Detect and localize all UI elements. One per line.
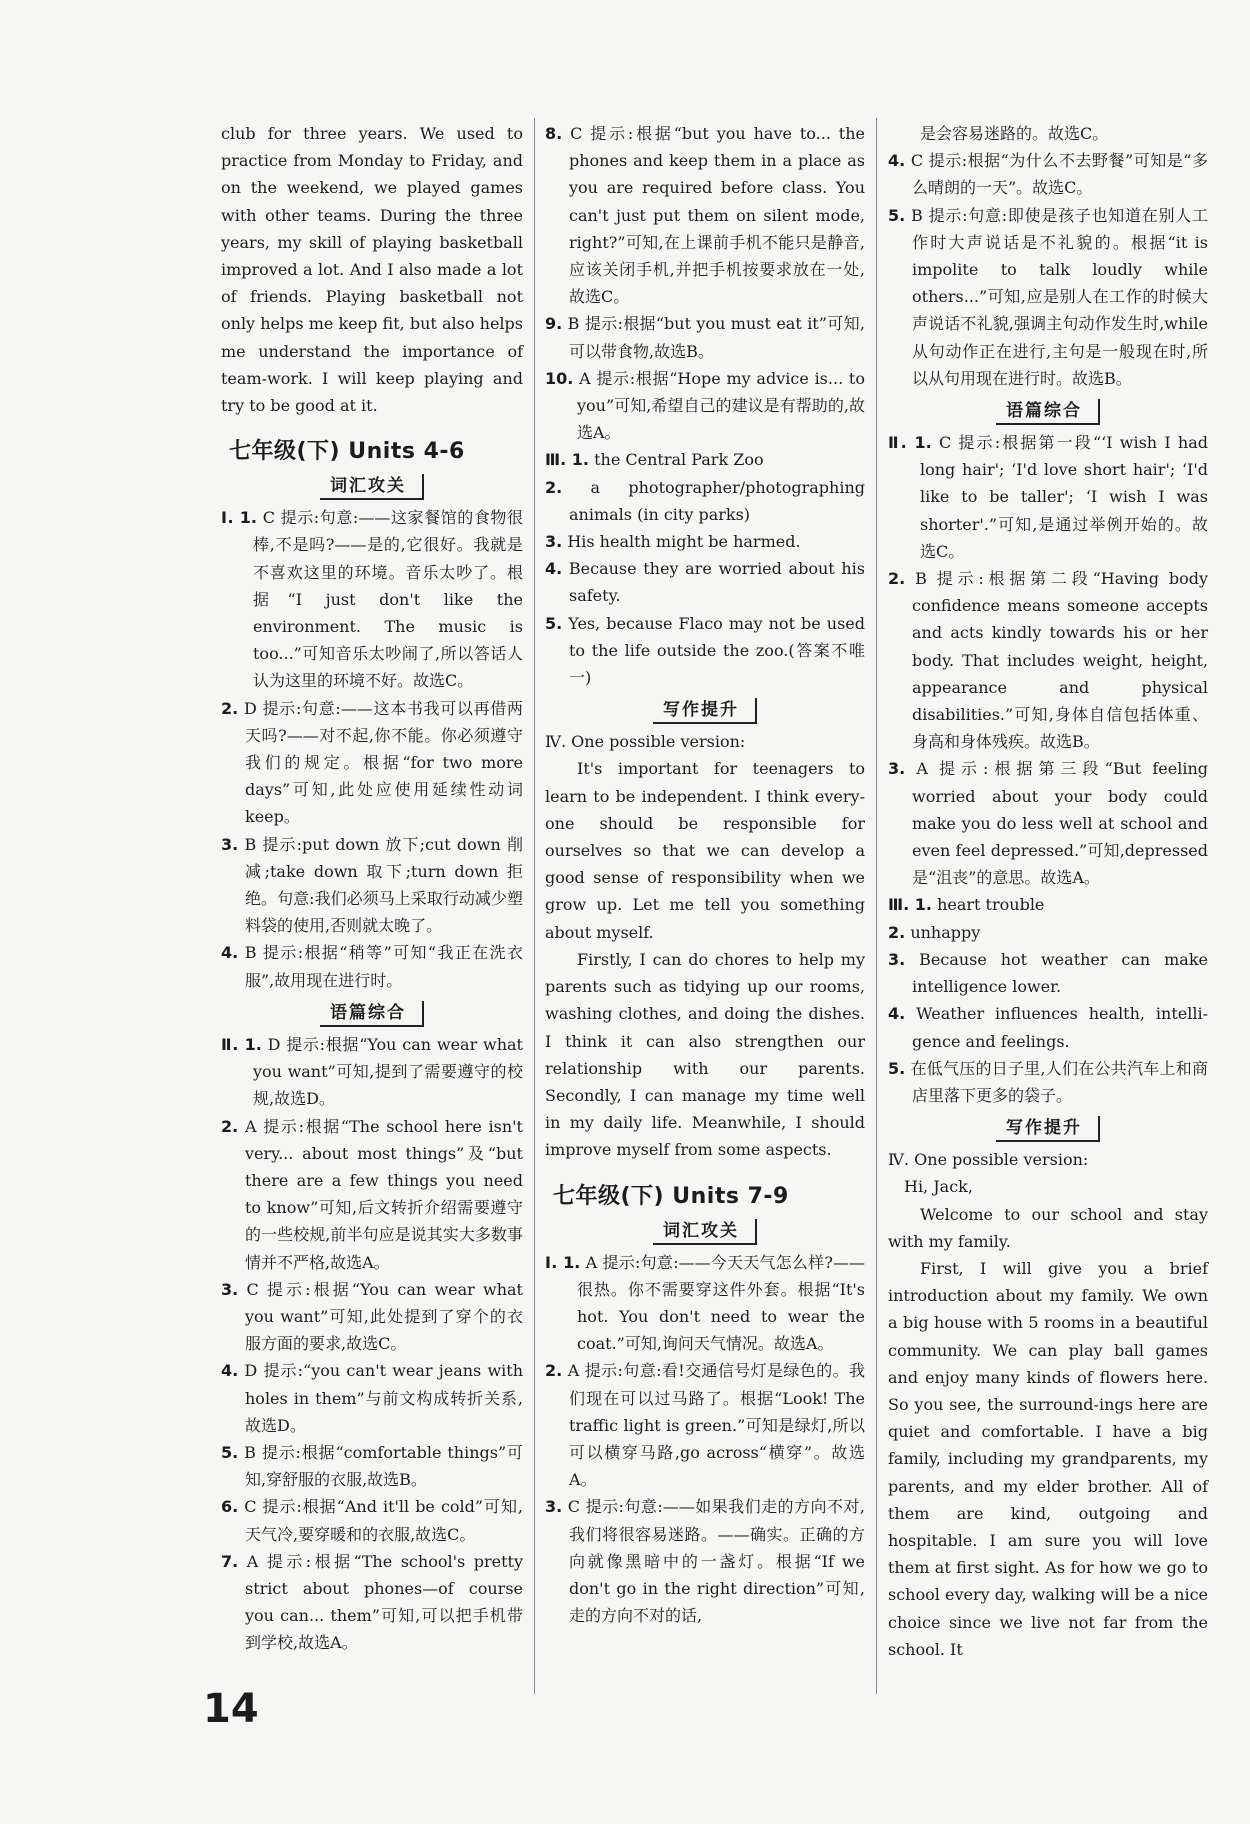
section-label: 语篇综合	[320, 1001, 424, 1027]
section-heading-writing	[888, 1115, 1208, 1142]
answer-item: 4. Because they are worried about his safety.	[545, 559, 865, 606]
answer-item: 2. D 提示:句意:——这本书我可以再借两天吗?——对不起,你不能。你必须遵守我们的规定。根据“for two more days”可知,此处应使用延续性动词keep。	[221, 698, 523, 827]
answer-item: 5. B 提示:根据“comfortable things”可知,穿舒服的衣服,故选B。	[221, 1442, 523, 1490]
answer-item: 5. 在低气压的日子里,人们在公共汽车上和商店里落下更多的袋子。	[888, 1058, 1208, 1105]
writing-greeting: Hi, Jack,	[904, 1177, 973, 1197]
answer-item: 2. B 提示:根据第二段“Having body confidence means someone accepts and acts kindly towards his or her body. That includes weight, height, appearance and physical disabilities.”可知,身体自信包括体重、身高和身体残疾。故选B。	[888, 569, 1208, 752]
answer-item: 4. D 提示:“you can't wear jeans with holes in them”与前文构成转折关系,故选D。	[221, 1361, 523, 1435]
answer-item: 3. Because hot weather can make intelligence lower.	[888, 949, 1209, 997]
answer-item: 3. B 提示:put down 放下;cut down 削减;take down 取下;turn down 拒绝。句意:我们必须马上采取行动减少塑料袋的使用,否则就太晚了。	[221, 834, 523, 936]
answer-item: Ⅲ. 1. the Central Park Zoo	[545, 450, 764, 470]
answer-continuation: 是会容易迷路的。故选C。	[920, 124, 1109, 143]
answer-item: 4. B 提示:根据“稍等”可知“我正在洗衣服”,故用现在进行时。	[221, 943, 523, 990]
writing-paragraph: It's important for teenagers to learn to be independent. I think every-one should be responsible for ourselves so that we can develop a good sense of responsibility when we grow up. Let me tell you something about myself.	[545, 759, 865, 942]
reading-list-continued	[545, 120, 865, 446]
writing-intro: Ⅳ. One possible version:	[545, 732, 746, 752]
short-answer-list	[545, 446, 865, 691]
section-label: 写作提升	[996, 1116, 1100, 1142]
writing-paragraph: Firstly, I can do chores to help my parents such as tidying up our rooms, washing clothes, and doing the dishes. I think it can also strengthen our relationship with our parents. Secondly, I can manage my time well in my daily life. Meanwhile, I should improve myself from some aspects.	[545, 949, 865, 1160]
answer-item: Ⅱ. 1. D 提示:根据“You can wear what you want”可知,提到了需要遵守的校规,故选D。	[221, 1034, 523, 1109]
answer-item: Ⅲ. 1. heart trouble	[888, 895, 1045, 915]
answer-item: 5. B 提示:句意:即使是孩子也知道在别人工作时大声说话是不礼貌的。根据“it is impolite to talk loudly while others...”可知,应是别人在工作的时候大声说话不礼貌,强调主句动作发生时,while 从句动作正在进行,主句是一般现在时,所以从句用现在进行时。故选B。	[888, 205, 1208, 388]
answer-item: 5. Yes, because Flaco may not be used to the life outside the zoo.(答案不唯一)	[545, 613, 865, 688]
section-label: 写作提升	[653, 698, 757, 724]
vocab-list	[545, 1249, 865, 1630]
answer-item: 3. C 提示:句意:——如果我们走的方向不对,我们将很容易迷路。——确实。正确的方向就像黑暗中的一盏灯。根据“If we don't go in the right direction”可知,走的方向不对的话,	[545, 1497, 865, 1626]
answer-item: 3. His health might be harmed.	[545, 532, 801, 552]
answer-item: 7. A 提示:根据“The school's pretty strict about phones—of course you can... them”可知,可以把手机带到学校,故选A。	[221, 1551, 523, 1653]
answer-item: 3. A 提示:根据第三段“But feeling worried about your body could make you do less well at school and even feel depressed.”可知,depressed是“沮丧”的意思。故选A。	[888, 759, 1208, 888]
vocab-list	[221, 504, 523, 994]
answer-item: 3. C 提示:根据“You can wear what you want”可知,此处提到了穿个的衣服方面的要求,故选C。	[221, 1279, 523, 1354]
writing-intro: Ⅳ. One possible version:	[888, 1150, 1089, 1170]
section-heading-reading	[888, 398, 1208, 425]
section-heading-writing	[545, 697, 865, 724]
reading-list	[888, 429, 1208, 891]
answer-item: 8. C 提示:根据“but you have to... the phones and keep them in a place as you are required before class. You can't just put them on silent mode, right?”可知,在上课前手机不能只是静音,应该关闭手机,并把手机按要求放在一处,故选C。	[545, 124, 865, 307]
unit-heading: 七年级(下) Units 4-6	[229, 439, 465, 465]
vocab-list-continued	[888, 147, 1208, 392]
section-label: 词汇攻关	[653, 1219, 757, 1245]
answer-item: 9. B 提示:根据“but you must eat it”可知,可以带食物,故选B。	[545, 314, 865, 361]
section-label: 词汇攻关	[320, 474, 424, 500]
unit-heading: 七年级(下) Units 7-9	[553, 1183, 789, 1209]
answer-item: 10. A 提示:根据“Hope my advice is... to you”可知,希望自己的建议是有帮助的,故选A。	[545, 368, 865, 443]
answer-item: 6. C 提示:根据“And it'll be cold”可知,天气冷,要穿暖和的衣服,故选C。	[221, 1497, 523, 1544]
section-heading-vocab	[221, 473, 523, 500]
answer-item: 4. C 提示:根据“为什么不去野餐”可知是“多么晴朗的一天”。故选C。	[888, 151, 1208, 198]
answer-item: 2. A 提示:根据“The school here isn't very... about most things”及“but there are a few things you need to know”可知,后文转折介绍需要遵守的一些校规,前半句应是说其实大多数事情并不严格,故选A。	[221, 1116, 523, 1272]
section-heading-vocab	[545, 1218, 865, 1245]
section-heading-reading	[221, 1000, 523, 1027]
answer-item: Ⅰ. 1. C 提示:句意:——这家餐馆的食物很棒,不是吗?——是的,它很好。我就是不喜欢这里的环境。音乐太吵了。根据“I just don't like the environment. The music is too...”可知音乐太吵闹了,所以答话人认为这里的环境不好。故选C。	[221, 508, 524, 691]
writing-paragraph: Welcome to our school and stay with my family.	[888, 1204, 1208, 1251]
answer-item: 4. Weather influences health, intelli-gence and feelings.	[888, 1004, 1208, 1051]
column-divider-2	[876, 118, 877, 1694]
answer-item: 2. A 提示:句意:看!交通信号灯是绿色的。我们现在可以过马路了。根据“Look! The traffic light is green.”可知是绿灯,所以可以横穿马路,go across“横穿”。故选A。	[545, 1361, 865, 1490]
section-label: 语篇综合	[996, 399, 1100, 425]
column-2	[545, 120, 865, 1694]
answer-item: Ⅰ. 1. A 提示:句意:——今天天气怎么样?——很热。你不需要穿这件外套。根据“It's hot. You don't need to wear the coat.”可知,询问天气情况。故选A。	[545, 1252, 865, 1354]
essay-continuation: club for three years. We used to practice from Monday to Friday, and on the weekend, we played games with other teams. During the three years, my skill of playing basketball improved a lot. And I also made a lot of friends. Playing basketball not only helps me keep fit, but also helps me understand the importance of team-work. I will keep playing and try to be good at it.	[221, 124, 523, 416]
short-answer-list	[888, 891, 1208, 1109]
column-1	[221, 120, 523, 1694]
column-divider-1	[534, 118, 535, 1694]
reading-list	[221, 1031, 523, 1657]
writing-paragraph: First, I will give you a brief introduction about my family. We own a big house with 5 rooms in a beautiful community. We can play ball games and enjoy many kinds of flowers here. So you see, the surround-ings here are quiet and comfortable. I have a big family, including my grandparents, my parents, and my elder brother. All of them are kind, outgoing and hospitable. I am sure you will love them at first sight. As for how we go to school every day, walking will be a nice choice since we live not far from the school. It	[888, 1258, 1208, 1659]
column-3	[888, 120, 1208, 1694]
answer-item: 2. a photographer/photographing animals (in city parks)	[545, 477, 865, 524]
page-number: 14	[203, 1686, 259, 1732]
answer-item: 2. unhappy	[888, 922, 981, 942]
answer-item: Ⅱ. 1. C 提示:根据第一段“‘I wish I had long hair'; ‘I'd love short hair'; ‘I'd like to be taller'; ‘I wish I was shorter'.”可知,是通过举例开始的。故选C。	[888, 433, 1208, 561]
